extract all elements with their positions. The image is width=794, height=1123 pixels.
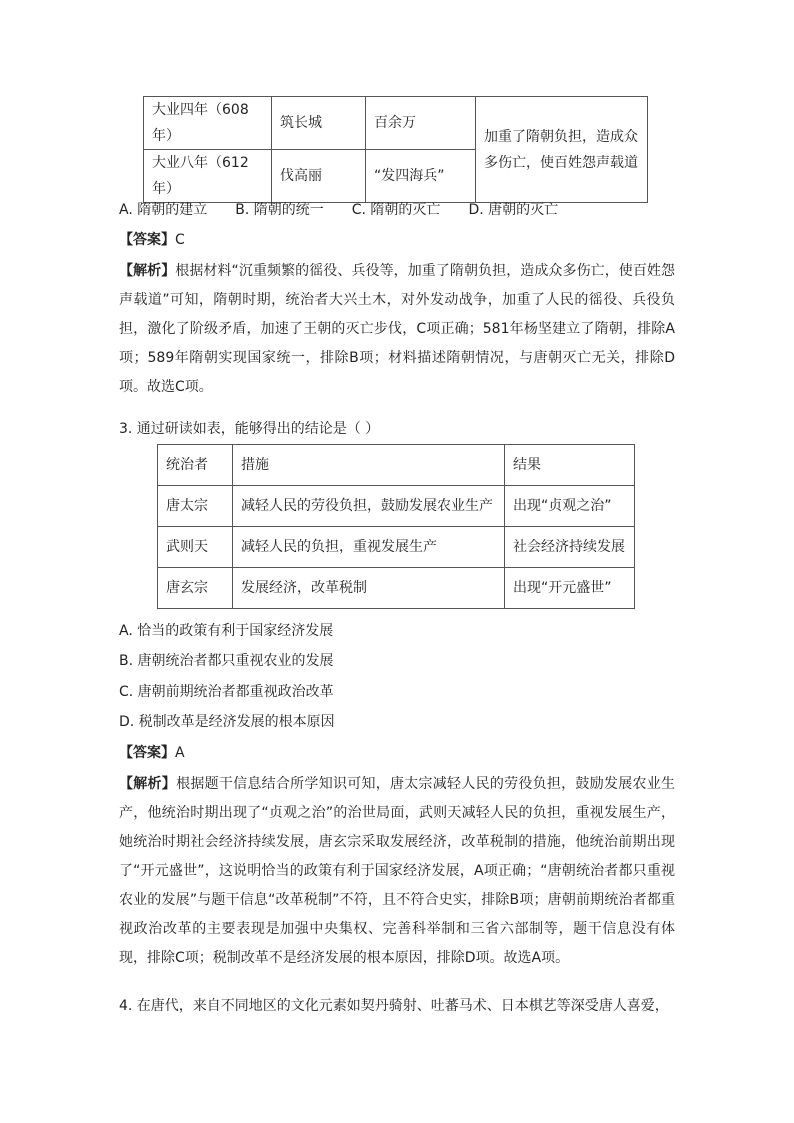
table-row — [158, 486, 635, 527]
answer-value: A — [175, 745, 185, 761]
q3-option-d: D. 税制改革是经济发展的根本原因 — [119, 714, 335, 730]
table-cell-count: “发四海兵” — [366, 150, 476, 203]
table-row — [158, 568, 635, 609]
analysis-label: 【解析】 — [119, 263, 176, 279]
table-header-row — [158, 445, 635, 486]
table-cell-year: 大业四年（608年） — [144, 97, 272, 150]
q4-stem: 4. 在唐代，来自不同地区的文化元素如契丹骑射、吐蕃马术、日本棋艺等深受唐人喜爱， — [119, 998, 669, 1014]
answer-value: C — [175, 232, 185, 248]
table-cell: 发展经济，改革税制 — [233, 568, 505, 609]
q3-option-c: C. 唐朝前期统治者都重视政治改革 — [119, 684, 334, 700]
q2-option-d: D. 唐朝的灭亡 — [468, 202, 559, 218]
q3-stem: 3. 通过研读如表，能够得出的结论是（ ） — [119, 421, 380, 437]
answer-label: 【答案】 — [119, 745, 175, 761]
table-cell: 减轻人民的劳役负担，鼓励发展农业生产 — [233, 486, 505, 527]
table-header-result: 结果 — [505, 445, 635, 486]
analysis-text: 根据材料“沉重频繁的徭役、兵役等，加重了隋朝负担，造成众多伤亡，使百姓怨声载道”可知，隋朝时期，统治者大兴土木，对外发动战争，加重了人民的徭役、兵役负担，激化了阶级矛盾，加速了王朝的灭亡步伐，C项正确；581年杨坚建立了隋朝，排除A项；589年隋朝实现国家统一，排除B项；材料描述隋朝情况，与唐朝灭亡无关，排除D项。故选C项。 — [119, 263, 675, 395]
answer-label: 【答案】 — [119, 232, 175, 248]
q3-answer — [119, 743, 679, 763]
table-cell-event: 筑长城 — [272, 97, 366, 150]
table-header-measure: 措施 — [233, 445, 505, 486]
table-cell-year: 大业八年（612年） — [144, 150, 272, 203]
table-cell: 唐太宗 — [158, 486, 233, 527]
table-cell: 唐玄宗 — [158, 568, 233, 609]
table-cell-effect: 加重了隋朝负担，造成众多伤亡，使百姓怨声载道 — [476, 97, 648, 203]
table-row — [158, 527, 635, 568]
q3-analysis — [119, 770, 675, 973]
table-cell: 社会经济持续发展 — [505, 527, 635, 568]
q2-option-c: C. 隋朝的灭亡 — [351, 202, 441, 218]
table-cell: 武则天 — [158, 527, 233, 568]
analysis-text: 根据题干信息结合所学知识可知，唐太宗减轻人民的劳役负担，鼓励发展农业生产，他统治时期出现了“贞观之治”的治世局面，武则天减轻人民的负担，重视发展生产，她统治时期社会经济持续发展，唐玄宗采取发展经济，改革税制的措施，他统治前期出现了“开元盛世”，这说明恰当的政策有利于国家经济发展，A项正确；“唐朝统治者都只重视农业的发展”与题干信息“改革税制”不符，且不符合史实，排除B项；唐朝前期统治者都重视政治改革的主要表现是加强中央集权、完善科举制和三省六部制等，题干信息没有体现，排除C项；税制改革不是经济发展的根本原因，排除D项。故选A项。 — [119, 776, 676, 966]
q2-table — [143, 96, 648, 203]
q2-option-a: A. 隋朝的建立 — [119, 202, 208, 218]
analysis-label: 【解析】 — [119, 776, 177, 792]
q2-analysis — [119, 257, 675, 402]
table-cell-count: 百余万 — [366, 97, 476, 150]
q2-answer — [119, 230, 679, 250]
q2-option-b: B. 隋朝的统一 — [235, 202, 324, 218]
table-row — [144, 97, 648, 150]
table-header-ruler: 统治者 — [158, 445, 233, 486]
q3-option-a: A. 恰当的政策有利于国家经济发展 — [119, 623, 334, 639]
q3-table — [157, 444, 635, 609]
q3-option-b: B. 唐朝统治者都只重视农业的发展 — [119, 653, 334, 669]
table-cell: 出现“贞观之治” — [505, 486, 635, 527]
table-cell: 减轻人民的负担，重视发展生产 — [233, 527, 505, 568]
q2-options — [119, 200, 679, 220]
table-cell-event: 伐高丽 — [272, 150, 366, 203]
table-cell: 出现“开元盛世” — [505, 568, 635, 609]
